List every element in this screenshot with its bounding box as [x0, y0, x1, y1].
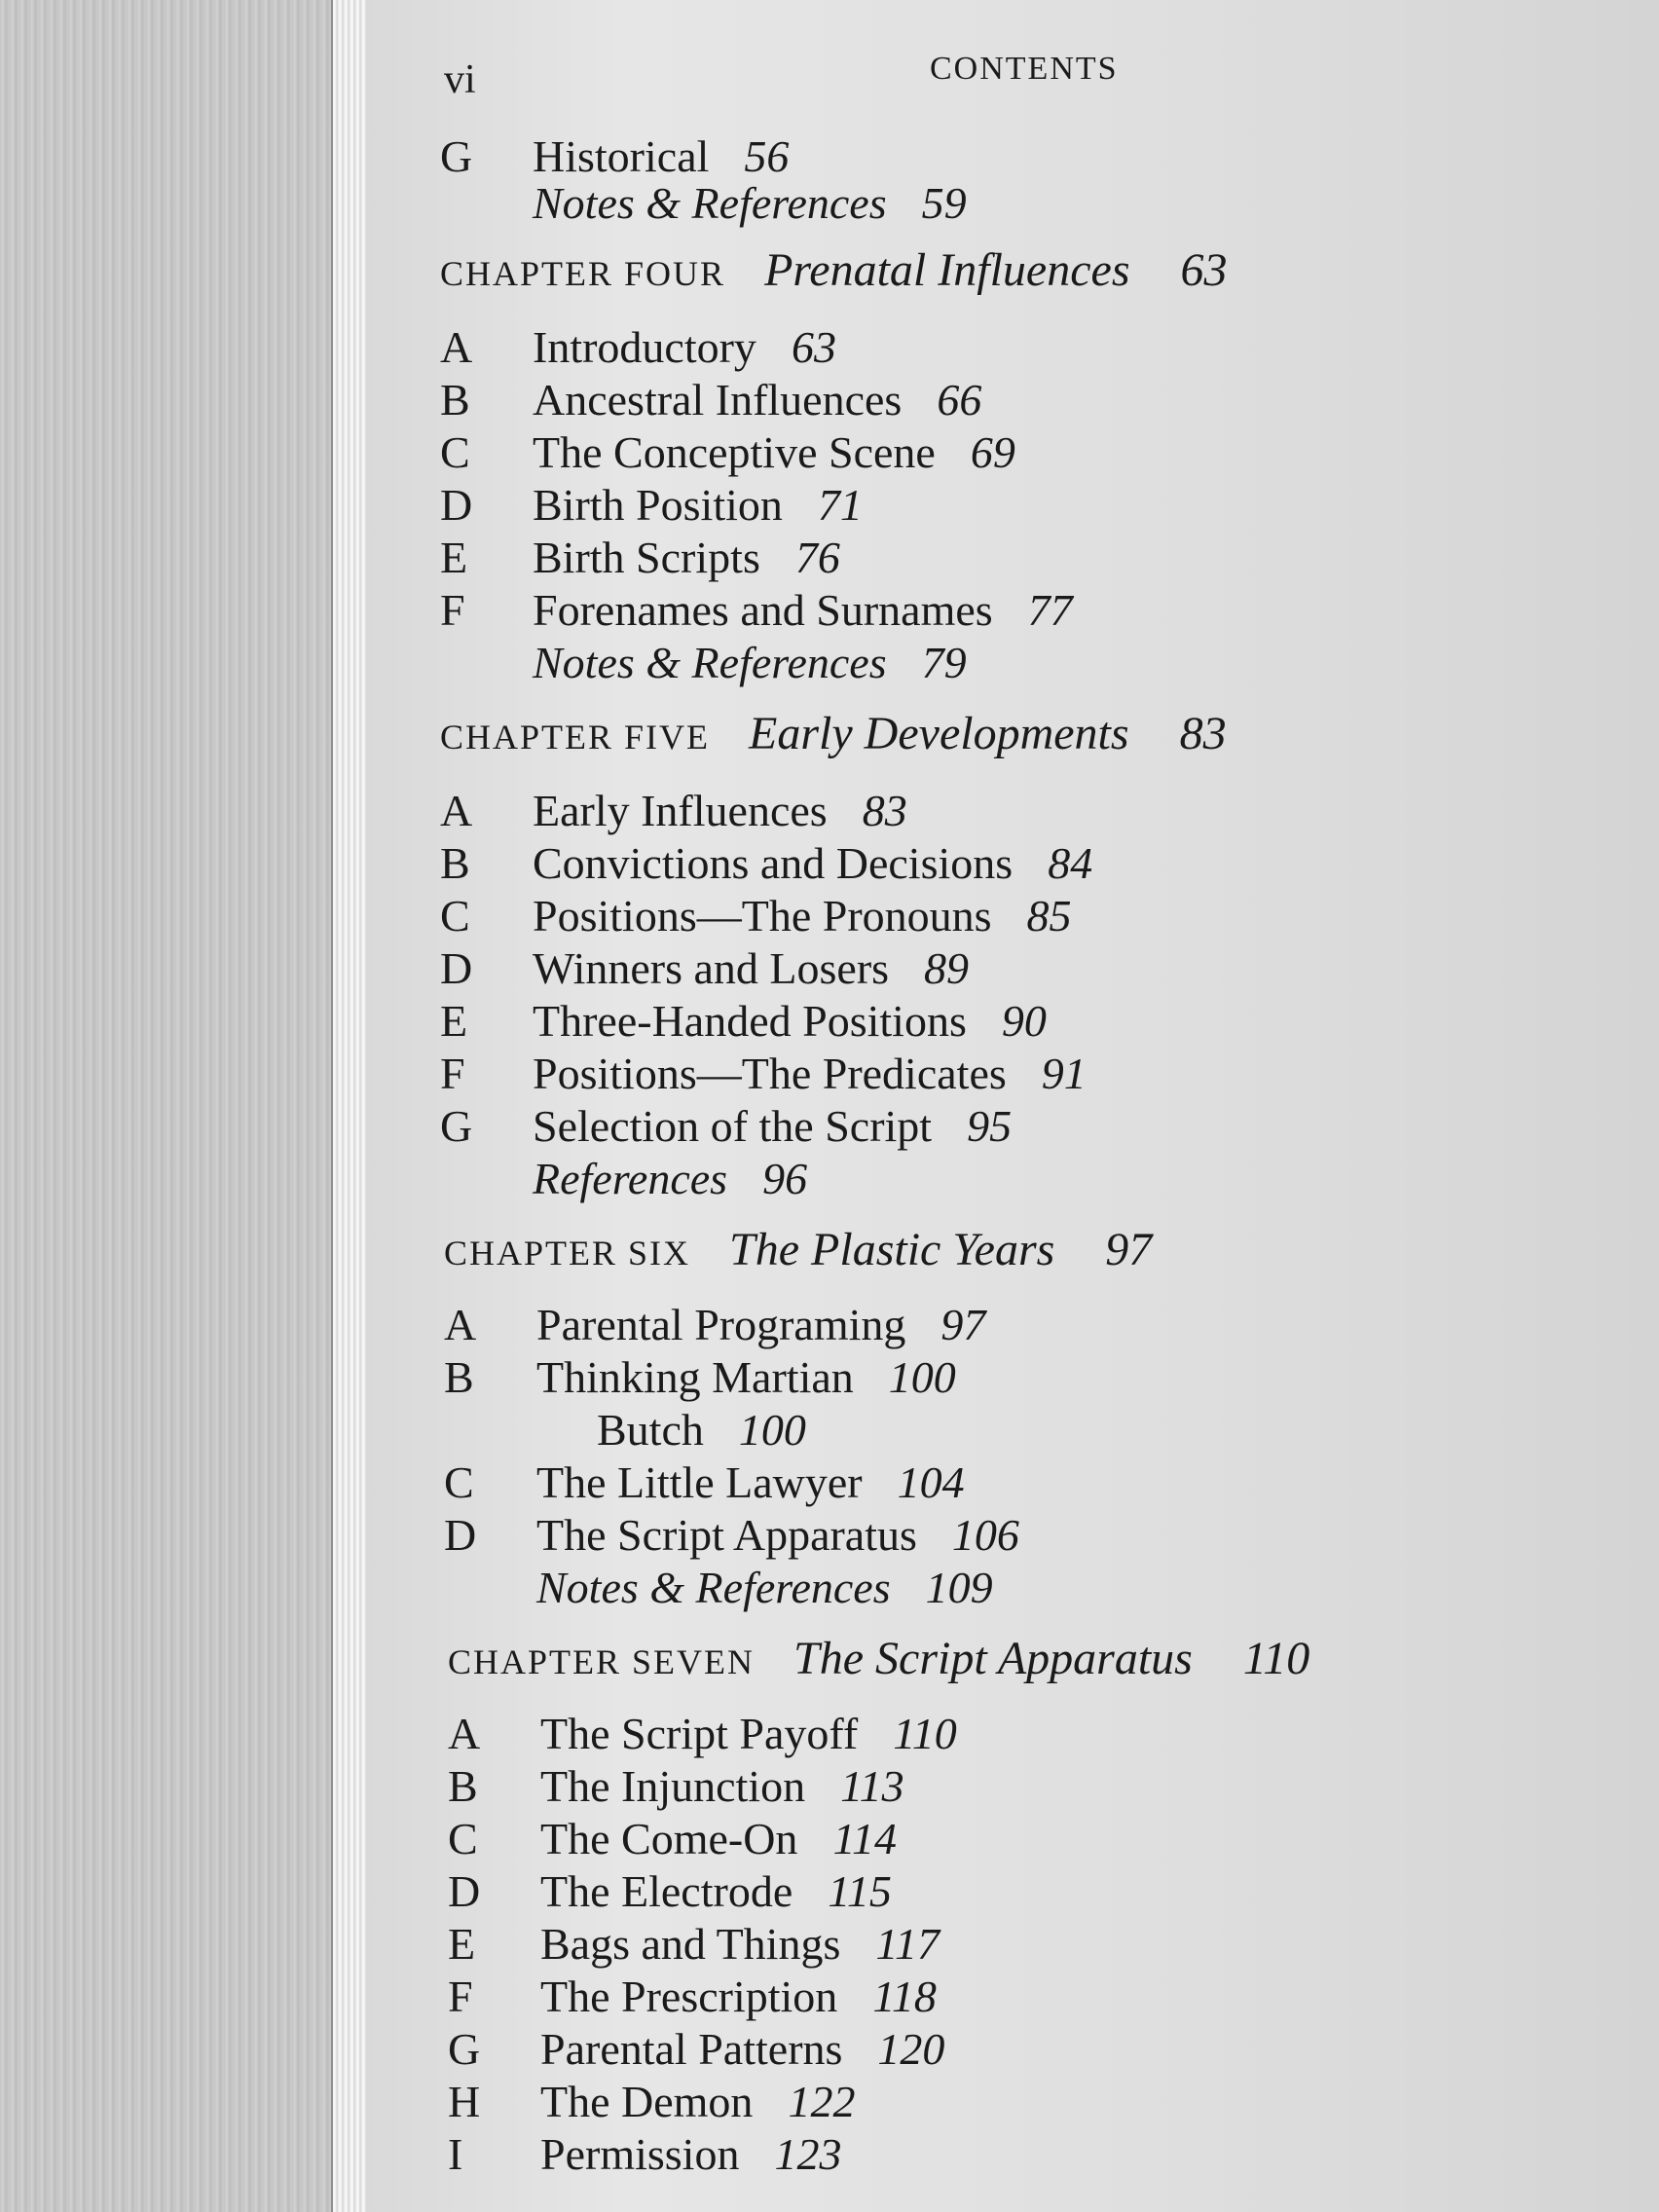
entry-letter: D: [448, 1866, 481, 1916]
chapter-page: 63: [1180, 244, 1228, 296]
toc-entry: [448, 1918, 940, 1970]
entry-letter: A: [440, 322, 473, 372]
chapter-label: CHAPTER FOUR: [440, 254, 726, 293]
entry-letter: A: [444, 1300, 477, 1349]
entry-page: 89: [924, 943, 970, 993]
entry-title: Introductory: [533, 322, 756, 372]
toc-entry: [444, 1509, 1019, 1561]
entry-title: Parental Patterns: [540, 2024, 843, 2074]
entry-page: 56: [744, 131, 790, 181]
toc-entry: [448, 1971, 937, 2022]
toc-entry: [448, 2128, 841, 2180]
entry-page: 90: [1001, 996, 1047, 1046]
entry-title: Notes & References: [533, 638, 887, 687]
entry-letter: F: [440, 1049, 465, 1098]
chapter-title: The Plastic Years: [729, 1224, 1055, 1275]
toc-entry: [448, 1760, 904, 1812]
entry-page: 95: [967, 1101, 1013, 1151]
entry-title: The Script Payoff: [540, 1709, 859, 1758]
entry-page: 83: [862, 786, 907, 835]
entry-title: The Conceptive Scene: [533, 427, 936, 477]
entry-page: 96: [762, 1154, 808, 1203]
chapter-page: 110: [1242, 1633, 1310, 1684]
entry-letter: B: [444, 1352, 474, 1402]
entry-page: 104: [897, 1457, 965, 1507]
toc-entry: [440, 130, 789, 182]
entry-page: 71: [817, 480, 863, 530]
entry-title: Positions—The Pronouns: [533, 891, 992, 940]
entry-page: 117: [875, 1919, 940, 1969]
entry-letter: B: [448, 1761, 478, 1811]
toc-entry-notes: [440, 177, 967, 229]
toc-entry: [440, 532, 840, 583]
toc-entry: [440, 942, 969, 994]
entry-letter: C: [440, 427, 470, 477]
toc-entry-notes: [440, 637, 967, 688]
running-head: CONTENTS: [930, 51, 1119, 87]
entry-title: The Injunction: [540, 1761, 806, 1811]
entry-page: 85: [1026, 891, 1072, 940]
chapter-label: CHAPTER SIX: [444, 1234, 691, 1272]
entry-letter: C: [444, 1457, 474, 1507]
toc-entry: [448, 1813, 897, 1864]
entry-page: 69: [970, 427, 1015, 477]
chapter-heading: [448, 1632, 1309, 1685]
entry-title: Bags and Things: [540, 1919, 841, 1969]
toc-entry: [440, 995, 1047, 1047]
toc-entry-notes: [440, 1153, 807, 1204]
entry-page: 109: [925, 1563, 993, 1612]
toc-entry: [444, 1299, 985, 1350]
entry-page: 110: [893, 1709, 957, 1758]
entry-title: Notes & References: [536, 1563, 891, 1612]
entry-title: Selection of the Script: [533, 1101, 933, 1151]
entry-title: Three-Handed Positions: [533, 996, 967, 1046]
entry-title: Parental Programing: [536, 1300, 906, 1349]
toc-entry: [448, 1708, 957, 1759]
entry-letter: G: [440, 1101, 473, 1151]
entry-page: 79: [921, 638, 967, 687]
entry-letter: F: [440, 585, 465, 635]
entry-letter: D: [440, 943, 473, 993]
entry-page: 76: [794, 533, 840, 582]
chapter-heading: [440, 707, 1227, 760]
entry-title: Historical: [533, 131, 710, 181]
chapter-title: The Script Apparatus: [793, 1633, 1193, 1684]
entry-letter: G: [440, 131, 473, 181]
entry-title: Winners and Losers: [533, 943, 890, 993]
entry-title: The Demon: [540, 2077, 754, 2126]
toc-entry: [448, 1865, 892, 1917]
toc-entry: [444, 1351, 956, 1403]
entry-title: Positions—The Predicates: [533, 1049, 1007, 1098]
entry-page: 122: [788, 2077, 856, 2126]
entry-letter: C: [448, 1814, 478, 1863]
entry-page: 106: [951, 1510, 1019, 1560]
page-folio: vi: [444, 57, 476, 102]
toc-entry: [440, 584, 1073, 636]
entry-title: Butch: [597, 1405, 704, 1455]
toc-entry: [440, 479, 863, 531]
entry-page: 115: [828, 1866, 892, 1916]
entry-letter: D: [440, 480, 473, 530]
entry-title: The Prescription: [540, 1972, 838, 2021]
entry-title: The Electrode: [540, 1866, 793, 1916]
toc-entry: [448, 2076, 855, 2127]
chapter-page: 83: [1179, 708, 1227, 759]
entry-page: 63: [791, 322, 836, 372]
chapter-title: Prenatal Influences: [764, 244, 1130, 296]
entry-letter: H: [448, 2077, 481, 2126]
entry-page: 100: [888, 1352, 956, 1402]
chapter-label: CHAPTER SEVEN: [448, 1642, 756, 1681]
entry-page: 97: [940, 1300, 986, 1349]
entry-page: 66: [937, 375, 982, 424]
page-edges: [331, 0, 368, 2212]
entry-title: Thinking Martian: [536, 1352, 854, 1402]
toc-entry: [440, 1048, 1087, 1099]
entry-title: Early Influences: [533, 786, 828, 835]
entry-letter: A: [440, 786, 473, 835]
entry-page: 91: [1041, 1049, 1087, 1098]
chapter-page: 97: [1105, 1224, 1153, 1275]
entry-title: Forenames and Surnames: [533, 585, 993, 635]
entry-page: 120: [877, 2024, 945, 2074]
entry-page: 59: [921, 178, 967, 228]
background-surface: [0, 0, 341, 2212]
entry-letter: B: [440, 375, 470, 424]
entry-letter: I: [448, 2129, 463, 2179]
toc-entry: [440, 374, 981, 425]
toc-subentry: [504, 1404, 806, 1456]
entry-title: Birth Position: [533, 480, 783, 530]
entry-title: The Little Lawyer: [536, 1457, 863, 1507]
entry-letter: E: [440, 996, 468, 1046]
entry-title: Birth Scripts: [533, 533, 760, 582]
entry-letter: G: [448, 2024, 481, 2074]
toc-entry: [440, 837, 1092, 889]
entry-page: 114: [832, 1814, 898, 1863]
entry-page: 84: [1048, 838, 1093, 888]
toc-entry: [440, 890, 1072, 941]
chapter-heading: [444, 1223, 1152, 1276]
chapter-title: Early Developments: [749, 708, 1129, 759]
toc-entry: [448, 2023, 944, 2075]
entry-letter: C: [440, 891, 470, 940]
entry-letter: E: [448, 1919, 476, 1969]
entry-letter: F: [448, 1972, 473, 2021]
entry-title: The Come-On: [540, 1814, 798, 1863]
entry-page: 123: [774, 2129, 842, 2179]
chapter-label: CHAPTER FIVE: [440, 718, 711, 756]
chapter-heading: [440, 243, 1228, 297]
entry-page: 100: [738, 1405, 806, 1455]
entry-letter: D: [444, 1510, 477, 1560]
entry-letter: E: [440, 533, 468, 582]
entry-title: Permission: [540, 2129, 740, 2179]
entry-title: References: [533, 1154, 728, 1203]
entry-title: Notes & References: [533, 178, 887, 228]
entry-title: The Script Apparatus: [536, 1510, 917, 1560]
toc-entry: [440, 1100, 1012, 1152]
toc-entry: [440, 321, 836, 373]
entry-letter: B: [440, 838, 470, 888]
entry-page: 113: [840, 1761, 904, 1811]
toc-entry: [440, 785, 907, 836]
entry-letter: A: [448, 1709, 481, 1758]
entry-title: Ancestral Influences: [533, 375, 903, 424]
toc-entry: [444, 1456, 965, 1508]
entry-page: 118: [872, 1972, 937, 2021]
entry-page: 77: [1027, 585, 1073, 635]
entry-title: Convictions and Decisions: [533, 838, 1014, 888]
toc-entry-notes: [444, 1562, 993, 1613]
toc-entry: [440, 426, 1015, 478]
